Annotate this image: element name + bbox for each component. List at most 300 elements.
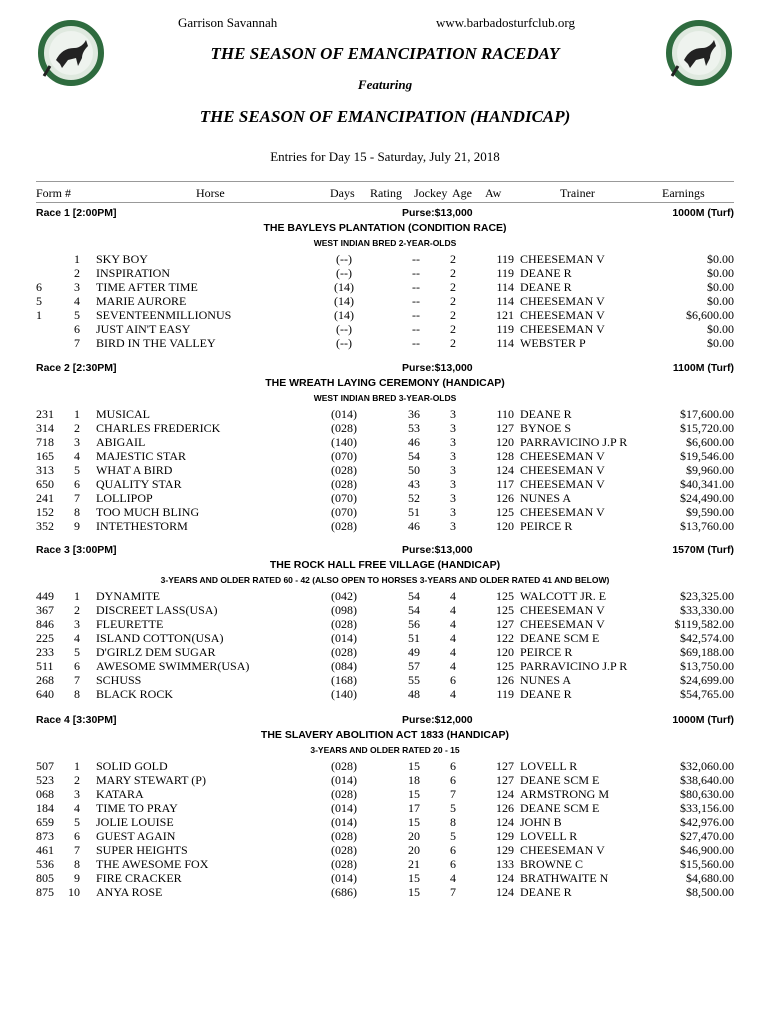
earnings-value: $13,760.00 [680,519,734,533]
earnings-value: $19,546.00 [680,449,734,463]
trainer-name: PEIRCE R [520,645,573,659]
horse-name: QUALITY STAR [96,477,182,491]
age-value: 6 [450,857,456,871]
weight-value: 110 [496,407,514,421]
form-figures: 225 [36,631,54,645]
rating-value: 52 [408,491,420,505]
age-value: 3 [450,449,456,463]
days-since-run: (--) [336,322,352,336]
table-row [0,280,770,294]
age-value: 6 [450,759,456,773]
trainer-name: CHEESEMAN V [520,505,605,519]
table-row [0,829,770,843]
col-jockey: Jockey [414,186,448,200]
form-figures: 523 [36,773,54,787]
trainer-name: PARRAVICINO J.P R [520,659,628,673]
horse-name: MAJESTIC STAR [96,449,187,463]
trainer-name: CHEESEMAN V [520,477,605,491]
saddle-number: 8 [74,857,80,871]
horse-name: FLEURETTE [96,617,164,631]
saddle-number: 6 [74,659,80,673]
race-conditions: WEST INDIAN BRED 2-YEAR-OLDS [313,238,457,248]
saddle-number: 1 [74,407,80,421]
earnings-value: $6,600.00 [686,435,734,449]
saddle-number: 8 [74,687,80,701]
weight-value: 125 [496,659,514,673]
horse-name: INSPIRATION [96,266,171,280]
age-value: 4 [450,871,456,885]
trainer-name: JOHN B [520,815,562,829]
race-name: THE BAYLEYS PLANTATION (CONDITION RACE) [263,222,507,234]
form-figures: 231 [36,407,54,421]
table-row [0,871,770,885]
earnings-value: $119,582.00 [674,617,734,631]
saddle-number: 7 [74,843,80,857]
form-figures: 314 [36,421,54,435]
age-value: 2 [450,280,456,294]
trainer-name: LOVELL R [520,829,578,843]
earnings-value: $0.00 [707,336,734,350]
days-since-run: (028) [331,645,357,659]
saddle-number: 4 [74,631,80,645]
days-since-run: (042) [331,589,357,603]
table-row [0,519,770,533]
horse-name: MUSICAL [96,407,151,421]
table-row [0,421,770,435]
rating-value: 48 [408,687,420,701]
race-name: THE ROCK HALL FREE VILLAGE (HANDICAP) [269,559,501,571]
form-figures: 241 [36,491,54,505]
rating-value: 54 [408,603,420,617]
saddle-number: 6 [74,829,80,843]
age-value: 4 [450,645,456,659]
days-since-run: (014) [331,631,357,645]
weight-value: 126 [496,673,514,687]
age-value: 6 [450,773,456,787]
venue-name: Garrison Savannah [178,15,278,30]
saddle-number: 2 [74,266,80,280]
race-distance: 1000M (Turf) [672,207,734,219]
earnings-value: $15,720.00 [680,421,734,435]
table-row [0,857,770,871]
days-since-run: (028) [331,421,357,435]
age-value: 8 [450,815,456,829]
horse-name: DYNAMITE [96,589,160,603]
rating-value: 54 [408,589,420,603]
saddle-number: 5 [74,463,80,477]
earnings-value: $6,600.00 [686,308,734,322]
rating-value: 54 [408,449,420,463]
race-name: THE WREATH LAYING CEREMONY (HANDICAP) [265,377,505,389]
days-since-run: (014) [331,407,357,421]
age-value: 7 [450,787,456,801]
rating-value: -- [412,266,420,280]
form-figures: 5 [36,294,42,308]
saddle-number: 3 [74,280,80,294]
earnings-value: $80,630.00 [680,787,734,801]
days-since-run: (070) [331,449,357,463]
earnings-value: $42,574.00 [680,631,734,645]
rating-value: 51 [408,505,420,519]
form-figures: 659 [36,815,54,829]
weight-value: 124 [496,885,514,899]
horse-name: SUPER HEIGHTS [96,843,188,857]
earnings-value: $40,341.00 [680,477,734,491]
rating-value: 17 [408,801,420,815]
race-distance: 1570M (Turf) [672,544,734,556]
trainer-name: NUNES A [520,491,572,505]
weight-value: 126 [496,491,514,505]
header-rule-top [36,181,734,182]
trainer-name: WALCOTT JR. E [520,589,607,603]
horse-name: INTETHESTORM [96,519,188,533]
age-value: 4 [450,617,456,631]
earnings-value: $9,590.00 [686,505,734,519]
race-purse: Purse:$13,000 [402,207,473,219]
form-figures: 650 [36,477,54,491]
table-row [0,631,770,645]
weight-value: 124 [496,787,514,801]
age-value: 3 [450,477,456,491]
rating-value: 56 [408,617,420,631]
form-figures: 511 [36,659,54,673]
trainer-name: LOVELL R [520,759,578,773]
table-row [0,463,770,477]
horse-name: CHARLES FREDERICK [96,421,221,435]
saddle-number: 2 [74,421,80,435]
days-since-run: (028) [331,857,357,871]
form-figures: 640 [36,687,54,701]
saddle-number: 6 [74,477,80,491]
horse-name: ANYA ROSE [96,885,163,899]
trainer-name: DEANE R [520,885,572,899]
rating-value: 49 [408,645,420,659]
form-figures: 268 [36,673,54,687]
horse-name: MARIE AURORE [96,294,187,308]
weight-value: 119 [496,322,514,336]
earnings-value: $8,500.00 [686,885,734,899]
saddle-number: 1 [74,252,80,266]
table-row [0,617,770,631]
age-value: 2 [450,322,456,336]
weight-value: 114 [496,294,514,308]
rating-value: -- [412,322,420,336]
saddle-number: 4 [74,801,80,815]
form-figures: 875 [36,885,54,899]
weight-value: 122 [496,631,514,645]
form-figures: 805 [36,871,54,885]
age-value: 5 [450,801,456,815]
rating-value: 57 [408,659,420,673]
table-row [0,407,770,421]
saddle-number: 2 [74,773,80,787]
trainer-name: PEIRCE R [520,519,573,533]
days-since-run: (028) [331,843,357,857]
table-row [0,603,770,617]
horse-name: ABIGAIL [96,435,146,449]
weight-value: 114 [496,280,514,294]
age-value: 3 [450,463,456,477]
days-since-run: (028) [331,787,357,801]
horse-name: BIRD IN THE VALLEY [96,336,216,350]
rating-value: 20 [408,843,420,857]
saddle-number: 7 [74,491,80,505]
trainer-name: ARMSTRONG M [520,787,610,801]
race-name: THE SLAVERY ABOLITION ACT 1833 (HANDICAP) [260,729,510,741]
age-value: 2 [450,294,456,308]
rating-value: -- [412,336,420,350]
table-row [0,787,770,801]
col-horse: Horse [196,186,225,200]
rating-value: 46 [408,435,420,449]
col-rating: Rating [370,186,402,200]
rating-value: 18 [408,773,420,787]
age-value: 7 [450,885,456,899]
days-since-run: (014) [331,871,357,885]
race-purse: Purse:$13,000 [402,544,473,556]
earnings-value: $17,600.00 [680,407,734,421]
form-figures: 233 [36,645,54,659]
saddle-number: 4 [74,449,80,463]
website-link[interactable]: www.barbadosturfclub.org [436,15,575,30]
form-figures: 6 [36,280,42,294]
race-label: Race 4 [3:30PM] [36,714,117,726]
saddle-number: 3 [74,787,80,801]
table-row [0,294,770,308]
earnings-value: $32,060.00 [680,759,734,773]
weight-value: 125 [496,589,514,603]
rating-value: -- [412,252,420,266]
weight-value: 124 [496,815,514,829]
race-distance: 1100M (Turf) [672,362,734,374]
raceday-title: THE SEASON OF EMANCIPATION RACEDAY [210,44,560,63]
trainer-name: CHEESEMAN V [520,603,605,617]
saddle-number: 3 [74,435,80,449]
race-header [0,544,770,558]
form-figures: 1 [36,308,42,322]
rating-value: 15 [408,815,420,829]
table-row [0,773,770,787]
form-figures: 068 [36,787,54,801]
horse-name: BLACK ROCK [96,687,174,701]
earnings-value: $69,188.00 [680,645,734,659]
trainer-name: CHEESEMAN V [520,449,605,463]
form-figures: 165 [36,449,54,463]
race-label: Race 2 [2:30PM] [36,362,117,374]
horse-name: SEVENTEENMILLIONUS [96,308,232,322]
age-value: 2 [450,252,456,266]
days-since-run: (028) [331,477,357,491]
rating-value: -- [412,294,420,308]
header-rule-bottom [36,202,734,203]
saddle-number: 9 [74,871,80,885]
saddle-number: 1 [74,759,80,773]
weight-value: 121 [496,308,514,322]
age-value: 3 [450,421,456,435]
horse-name: THE AWESOME FOX [96,857,209,871]
table-row [0,505,770,519]
table-row [0,801,770,815]
saddle-number: 5 [74,308,80,322]
age-value: 6 [450,673,456,687]
table-row [0,322,770,336]
earnings-value: $0.00 [707,252,734,266]
weight-value: 127 [496,759,514,773]
form-figures: 352 [36,519,54,533]
earnings-value: $13,750.00 [680,659,734,673]
days-since-run: (070) [331,505,357,519]
age-value: 4 [450,631,456,645]
trainer-name: CHEESEMAN V [520,463,605,477]
trainer-name: CHEESEMAN V [520,322,605,336]
entries-date-line: Entries for Day 15 - Saturday, July 21, 2018 [270,149,500,164]
form-figures: 718 [36,435,54,449]
horse-name: TIME AFTER TIME [96,280,198,294]
days-since-run: (14) [334,294,354,308]
trainer-name: CHEESEMAN V [520,617,605,631]
race-conditions: 3-YEARS AND OLDER RATED 60 - 42 (ALSO OPEN TO HORSES 3-YEARS AND OLDER RATED 41 AND BELOW) [160,575,610,585]
weight-value: 129 [496,843,514,857]
saddle-number: 9 [74,519,80,533]
trainer-name: WEBSTER P [520,336,586,350]
rating-value: 53 [408,421,420,435]
earnings-value: $24,699.00 [680,673,734,687]
rating-value: 55 [408,673,420,687]
feature-race-title: THE SEASON OF EMANCIPATION (HANDICAP) [199,107,571,126]
weight-value: 120 [496,435,514,449]
weight-value: 129 [496,829,514,843]
trainer-name: BYNOE S [520,421,572,435]
age-value: 3 [450,491,456,505]
rating-value: 50 [408,463,420,477]
rating-value: 15 [408,885,420,899]
saddle-number: 5 [74,645,80,659]
age-value: 3 [450,435,456,449]
trainer-name: CHEESEMAN V [520,308,605,322]
saddle-number: 7 [74,336,80,350]
days-since-run: (014) [331,773,357,787]
earnings-value: $4,680.00 [686,871,734,885]
col-age: Age [452,186,472,200]
trainer-name: BROWNE C [520,857,583,871]
rating-value: 15 [408,787,420,801]
days-since-run: (--) [336,336,352,350]
age-value: 4 [450,659,456,673]
race-conditions: WEST INDIAN BRED 3-YEAR-OLDS [313,393,457,403]
table-row [0,687,770,701]
table-row [0,435,770,449]
race-purse: Purse:$13,000 [402,362,473,374]
table-row [0,252,770,266]
horse-name: JUST AIN'T EASY [96,322,191,336]
table-row [0,645,770,659]
rating-value: 21 [408,857,420,871]
horse-name: FIRE CRACKER [96,871,182,885]
trainer-name: DEANE SCM E [520,773,600,787]
form-figures: 873 [36,829,54,843]
saddle-number: 8 [74,505,80,519]
days-since-run: (014) [331,801,357,815]
horse-name: DISCREET LASS(USA) [96,603,218,617]
age-value: 4 [450,589,456,603]
saddle-number: 3 [74,617,80,631]
table-row [0,815,770,829]
table-row [0,308,770,322]
table-row [0,673,770,687]
rating-value: 46 [408,519,420,533]
rating-value: 51 [408,631,420,645]
weight-value: 124 [496,871,514,885]
weight-value: 126 [496,801,514,815]
days-since-run: (014) [331,815,357,829]
table-row [0,843,770,857]
table-row [0,266,770,280]
trainer-name: CHEESEMAN V [520,294,605,308]
horse-name: LOLLIPOP [96,491,153,505]
horse-name: WHAT A BIRD [96,463,173,477]
age-value: 2 [450,266,456,280]
trainer-name: NUNES A [520,673,572,687]
form-figures: 367 [36,603,54,617]
trainer-name: DEANE SCM E [520,631,600,645]
age-value: 4 [450,687,456,701]
table-row [0,449,770,463]
rating-value: 15 [408,871,420,885]
weight-value: 127 [496,617,514,631]
earnings-value: $33,156.00 [680,801,734,815]
days-since-run: (028) [331,463,357,477]
days-since-run: (--) [336,252,352,266]
race-header [0,362,770,376]
days-since-run: (686) [331,885,357,899]
earnings-value: $0.00 [707,266,734,280]
weight-value: 120 [496,519,514,533]
weight-value: 114 [496,336,514,350]
days-since-run: (084) [331,659,357,673]
rating-value: 36 [408,407,420,421]
days-since-run: (098) [331,603,357,617]
days-since-run: (070) [331,491,357,505]
saddle-number: 10 [68,885,80,899]
days-since-run: (028) [331,759,357,773]
earnings-value: $42,976.00 [680,815,734,829]
earnings-value: $27,470.00 [680,829,734,843]
weight-value: 128 [496,449,514,463]
horse-name: JOLIE LOUISE [96,815,174,829]
age-value: 3 [450,519,456,533]
trainer-name: DEANE R [520,687,572,701]
table-row [0,759,770,773]
horse-name: AWESOME SWIMMER(USA) [96,659,250,673]
rating-value: -- [412,308,420,322]
weight-value: 119 [496,687,514,701]
saddle-number: 5 [74,815,80,829]
age-value: 6 [450,843,456,857]
earnings-value: $9,960.00 [686,463,734,477]
days-since-run: (--) [336,266,352,280]
weight-value: 117 [496,477,514,491]
form-figures: 507 [36,759,54,773]
saddle-number: 6 [74,322,80,336]
col-days: Days [330,186,355,200]
days-since-run: (140) [331,687,357,701]
age-value: 5 [450,829,456,843]
race-label: Race 3 [3:00PM] [36,544,117,556]
age-value: 3 [450,505,456,519]
table-row [0,477,770,491]
form-figures: 846 [36,617,54,631]
weight-value: 125 [496,505,514,519]
